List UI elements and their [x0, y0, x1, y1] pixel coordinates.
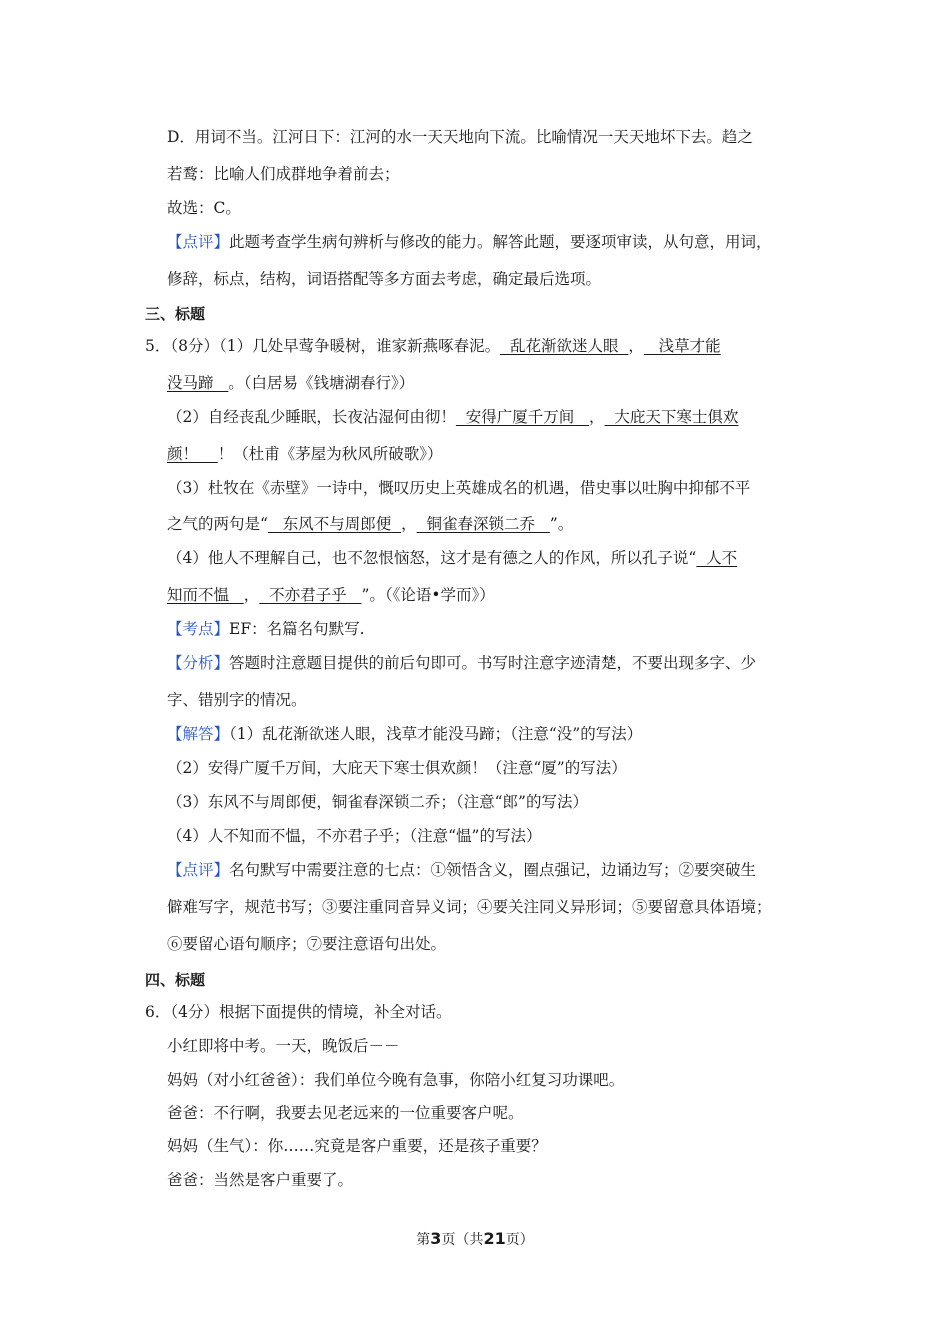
page-total: 21 — [483, 1229, 506, 1248]
answer-blank: 东风不与周郎便 — [282, 515, 392, 533]
question-text: ”。 — [549, 515, 574, 533]
question-5-line — [145, 336, 721, 356]
fenxi-tag: 【分析】 — [167, 654, 230, 672]
answer-blank: 不亦君子乎 — [269, 586, 347, 604]
kaodian-text: EF：名篇名句默写. — [229, 620, 365, 638]
answer-blank: 颜！ — [167, 445, 199, 463]
question-5-line — [167, 514, 573, 534]
question-text: 5．（8分）（1）几处早莺争暖树，谁家新燕啄春泥。 — [145, 337, 501, 355]
question-text: ！（杜甫《茅屋为秋风所破歌》） — [217, 445, 443, 463]
question-text: （4）他人不理解自己，也不忽恨恼怒，这才是有德之人的作风，所以孔子说“ — [167, 549, 697, 567]
question-text: 之气的两句是“ — [167, 515, 268, 533]
punct: ， — [628, 337, 644, 355]
comment-line — [167, 860, 756, 880]
dialogue-line: 妈妈（生气）：你……究竟是客户重要，还是孩子重要？ — [167, 1137, 547, 1155]
dialogue-line: 小红即将中考。一天，晚饭后－－ — [167, 1037, 400, 1055]
question-6-line: 6．（4分）根据下面提供的情境，补全对话。 — [145, 1003, 452, 1021]
answer-blank: 人不 — [706, 549, 738, 567]
jieda-line — [167, 724, 642, 744]
section-heading: 三、标题 — [145, 305, 206, 323]
jieda-tag: 【解答】 — [167, 725, 230, 743]
question-5-line: （3）杜牧在《赤壁》一诗中，慨叹历史上英雄成名的机遇，借史事以吐胸中抑郁不平 — [167, 479, 751, 497]
dialogue-line: 妈妈（对小红爸爸）：我们单位今晚有急事，你陪小红复习功课吧。 — [167, 1071, 625, 1089]
text-line: （2）安得广厦千万间，大庇天下寒士俱欢颜！（注意“厦”的写法） — [167, 759, 627, 777]
kaodian-line — [167, 619, 365, 639]
question-text: （2）自经丧乱少睡眠，长夜沾湿何由彻！ — [167, 408, 456, 426]
page-footer: 第3页（共21页） — [416, 1229, 534, 1248]
jieda-text: （1）乱花渐欲迷人眼，浅草才能没马蹄；（注意“没”的写法） — [229, 725, 643, 743]
text-line: （4）人不知而不愠，不亦君子乎；（注意“愠”的写法） — [167, 827, 542, 845]
comment-tag: 【点评】 — [167, 233, 230, 251]
punct: ， — [589, 408, 605, 426]
text-line: 若鹜：比喻人们成群地争着前去； — [167, 165, 400, 183]
question-text: 。（白居易《钱塘湖春行》） — [228, 374, 415, 392]
answer-blank: 安得广厦千万间 — [465, 408, 575, 426]
question-5-line — [167, 407, 738, 427]
fenxi-text: 答题时注意题目提供的前后句即可。书写时注意字迹清楚，不要出现多字、少 — [229, 654, 757, 672]
text-line: 故选：C。 — [167, 199, 241, 217]
page-number: 3 — [430, 1229, 442, 1248]
question-text: ”。（《论语•学而》） — [361, 586, 495, 604]
text-line: （3）东风不与周郎便，铜雀春深锁二乔；（注意“郎”的写法） — [167, 793, 588, 811]
dialogue-line: 爸爸：不行啊，我要去见老远来的一位重要客户呢。 — [167, 1104, 524, 1122]
answer-blank: 没马蹄 — [167, 374, 214, 392]
answer-blank: 浅草才能 — [658, 337, 721, 355]
dialogue-line: 爸爸：当然是客户重要了。 — [167, 1171, 354, 1189]
comment-line — [167, 232, 772, 252]
text-line: 字、错别字的情况。 — [167, 691, 307, 709]
answer-blank: 知而不愠 — [167, 586, 230, 604]
question-5-line — [167, 548, 737, 568]
answer-blank: 乱花渐欲迷人眼 — [509, 337, 619, 355]
section-heading: 四、标题 — [145, 971, 206, 989]
text-line: 修辞，标点，结构，词语搭配等多方面去考虑，确定最后选项。 — [167, 270, 602, 288]
punct: ， — [401, 515, 417, 533]
text-line: 僻难写字，规范书写；③要注重同音异义词；④要关注同义异形词；⑤要留意具体语境； — [167, 898, 772, 916]
comment-text: 此题考查学生病句辨析与修改的能力。解答此题，要逐项审读，从句意，用词， — [229, 233, 772, 251]
answer-blank: 铜雀春深锁二乔 — [426, 515, 535, 533]
punct: ， — [243, 586, 260, 604]
text-line: D．用词不当。江河日下：江河的水一天天地向下流。比喻情况一天天地坏下去。趋之 — [167, 128, 753, 146]
question-5-line — [167, 585, 495, 605]
kaodian-tag: 【考点】 — [167, 620, 230, 638]
comment-text: 名句默写中需要注意的七点：①领悟含义，圈点强记，边诵边写；②要突破生 — [229, 861, 757, 879]
text-line: ⑥要留心语句顺序；⑦要注意语句出处。 — [167, 935, 447, 953]
question-5-line — [167, 373, 414, 393]
fenxi-line — [167, 653, 756, 673]
answer-blank: 大庇天下寒士俱欢 — [614, 408, 739, 426]
question-5-line — [167, 444, 443, 464]
comment-tag: 【点评】 — [167, 861, 230, 879]
